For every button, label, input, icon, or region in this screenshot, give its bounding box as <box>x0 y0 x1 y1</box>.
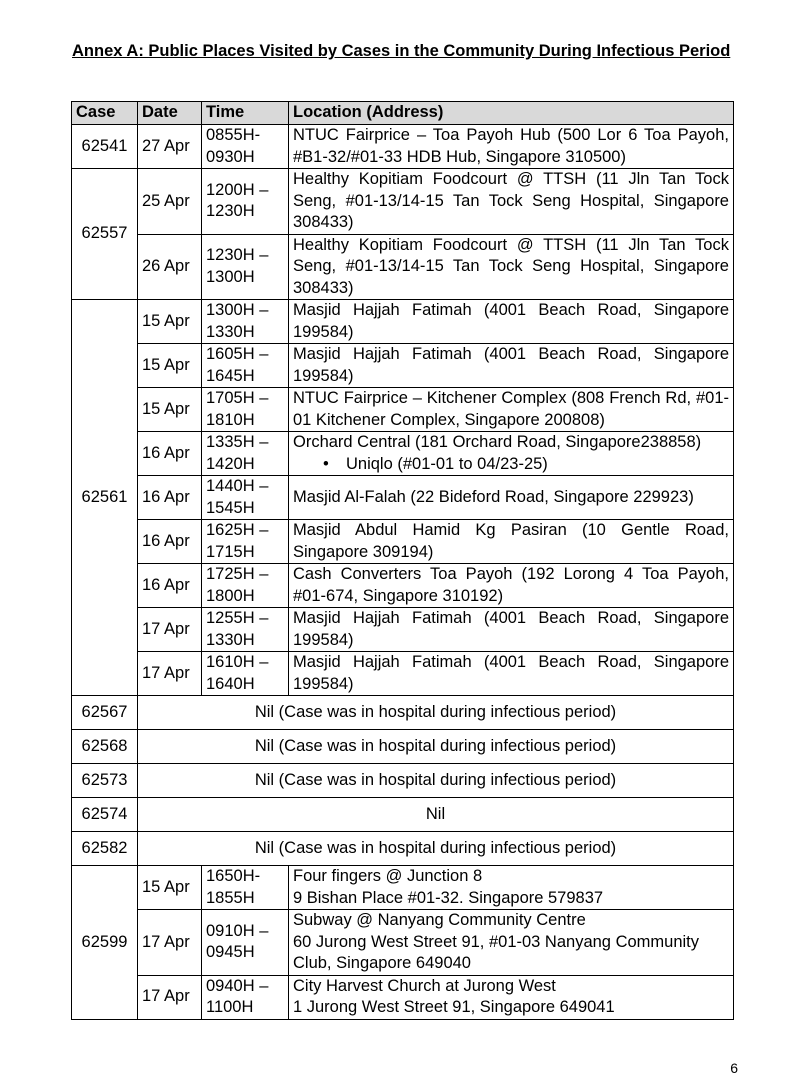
visit-location: NTUC Fairprice – Toa Payoh Hub (500 Lor 6 Toa Payoh, #B1-32/#01-33 HDB Hub, Singapore 310500) <box>289 125 734 169</box>
visit-date: 15 Apr <box>138 344 202 388</box>
table-row <box>72 975 734 1019</box>
visit-time: 1300H – 1330H <box>202 300 289 344</box>
visit-date: 25 Apr <box>138 169 202 235</box>
case-number: 62567 <box>72 696 138 730</box>
visit-location: Healthy Kopitiam Foodcourt @ TTSH (11 Jln Tan Tock Seng, #01-13/14-15 Tan Tock Seng Hospital, Singapore 308433) <box>289 169 734 235</box>
case-number: 62574 <box>72 798 138 832</box>
case-number: 62599 <box>72 866 138 1020</box>
visit-time: 1610H – 1640H <box>202 652 289 696</box>
location-sub-item <box>293 454 729 476</box>
table-row <box>72 866 734 910</box>
table-row <box>72 344 734 388</box>
visit-time: 1440H – 1545H <box>202 476 289 520</box>
visit-time: 1705H – 1810H <box>202 388 289 432</box>
visit-date: 17 Apr <box>138 608 202 652</box>
visit-location: NTUC Fairprice – Kitchener Complex (808 French Rd, #01-01 Kitchener Complex, Singapore 200808) <box>289 388 734 432</box>
table-header-row <box>72 102 734 125</box>
visit-time: 1230H – 1300H <box>202 234 289 300</box>
visit-location: Healthy Kopitiam Foodcourt @ TTSH (11 Jln Tan Tock Seng, #01-13/14-15 Tan Tock Seng Hospital, Singapore 308433) <box>289 234 734 300</box>
visit-time: 0940H – 1100H <box>202 975 289 1019</box>
table-row <box>72 169 734 235</box>
location-address: 1 Jurong West Street 91, Singapore 649041 <box>293 998 615 1016</box>
table-row <box>72 608 734 652</box>
case-number: 62582 <box>72 832 138 866</box>
visit-date: 16 Apr <box>138 476 202 520</box>
visit-date: 17 Apr <box>138 975 202 1019</box>
visit-date: 17 Apr <box>138 652 202 696</box>
table-row <box>72 125 734 169</box>
visit-location: Masjid Hajjah Fatimah (4001 Beach Road, Singapore 199584) <box>289 608 734 652</box>
table-row <box>72 764 734 798</box>
visit-date: 15 Apr <box>138 388 202 432</box>
visit-time: 1605H – 1645H <box>202 344 289 388</box>
nil-visits-note: Nil (Case was in hospital during infectious period) <box>138 764 734 798</box>
table-row <box>72 832 734 866</box>
visit-time: 1335H – 1420H <box>202 432 289 476</box>
location-name: Subway @ Nanyang Community Centre <box>293 911 586 929</box>
location-name: Orchard Central (181 Orchard Road, Singapore238858) <box>293 433 702 451</box>
nil-visits-note: Nil (Case was in hospital during infectious period) <box>138 832 734 866</box>
visit-location: Masjid Abdul Hamid Kg Pasiran (10 Gentle Road, Singapore 309194) <box>289 520 734 564</box>
page-heading: Annex A: Public Places Visited by Cases in the Community During Infectious Period <box>72 42 731 60</box>
visit-date: 16 Apr <box>138 564 202 608</box>
visit-date: 15 Apr <box>138 866 202 910</box>
visit-location: Cash Converters Toa Payoh (192 Lorong 4 Toa Payoh, #01-674, Singapore 310192) <box>289 564 734 608</box>
visit-time: 1650H-1855H <box>202 866 289 910</box>
visit-date: 16 Apr <box>138 432 202 476</box>
table-row <box>72 696 734 730</box>
table-row <box>72 730 734 764</box>
visit-time: 0855H-0930H <box>202 125 289 169</box>
cases-table <box>71 101 734 1020</box>
visit-location <box>289 432 734 476</box>
column-header-date: Date <box>138 102 202 125</box>
column-header-location: Location (Address) <box>289 102 734 125</box>
visit-location: Masjid Hajjah Fatimah (4001 Beach Road, Singapore 199584) <box>289 300 734 344</box>
location-address: 60 Jurong West Street 91, #01-03 Nanyang Community Club, Singapore 649040 <box>293 932 699 972</box>
case-number: 62541 <box>72 125 138 169</box>
table-row <box>72 234 734 300</box>
sub-item-text: Uniqlo (#01-01 to 04/23-25) <box>346 454 548 473</box>
table-row <box>72 798 734 832</box>
visit-time: 1625H – 1715H <box>202 520 289 564</box>
visit-location: Masjid Hajjah Fatimah (4001 Beach Road, Singapore 199584) <box>289 652 734 696</box>
bullet-icon: • <box>323 454 329 473</box>
table-row <box>72 300 734 344</box>
table-row <box>72 388 734 432</box>
location-name: City Harvest Church at Jurong West <box>293 976 556 995</box>
case-number: 62557 <box>72 169 138 300</box>
visit-location <box>289 866 734 910</box>
table-row <box>72 564 734 608</box>
column-header-time: Time <box>202 102 289 125</box>
visit-time: 1255H – 1330H <box>202 608 289 652</box>
nil-visits-note: Nil (Case was in hospital during infectious period) <box>138 730 734 764</box>
visit-time: 1200H – 1230H <box>202 169 289 235</box>
table-row <box>72 910 734 976</box>
nil-visits-note: Nil (Case was in hospital during infectious period) <box>138 696 734 730</box>
visit-date: 16 Apr <box>138 520 202 564</box>
location-name: Four fingers @ Junction 8 <box>293 867 483 885</box>
table-row <box>72 520 734 564</box>
column-header-case: Case <box>72 102 138 125</box>
visit-date: 17 Apr <box>138 910 202 976</box>
case-number: 62573 <box>72 764 138 798</box>
visit-time: 1725H – 1800H <box>202 564 289 608</box>
nil-visits-note: Nil <box>138 798 734 832</box>
case-number: 62568 <box>72 730 138 764</box>
visit-time: 0910H – 0945H <box>202 910 289 976</box>
visit-location: Masjid Al-Falah (22 Bideford Road, Singapore 229923) <box>289 476 734 520</box>
visit-date: 26 Apr <box>138 234 202 300</box>
visit-date: 27 Apr <box>138 125 202 169</box>
visit-location <box>289 910 734 976</box>
visit-location <box>289 975 734 1019</box>
visit-date: 15 Apr <box>138 300 202 344</box>
table-row <box>72 432 734 476</box>
table-row <box>72 652 734 696</box>
table-row <box>72 476 734 520</box>
case-number: 62561 <box>72 300 138 696</box>
page-number: 6 <box>730 1060 738 1076</box>
location-address: 9 Bishan Place #01-32. Singapore 579837 <box>293 888 604 907</box>
visit-location: Masjid Hajjah Fatimah (4001 Beach Road, Singapore 199584) <box>289 344 734 388</box>
